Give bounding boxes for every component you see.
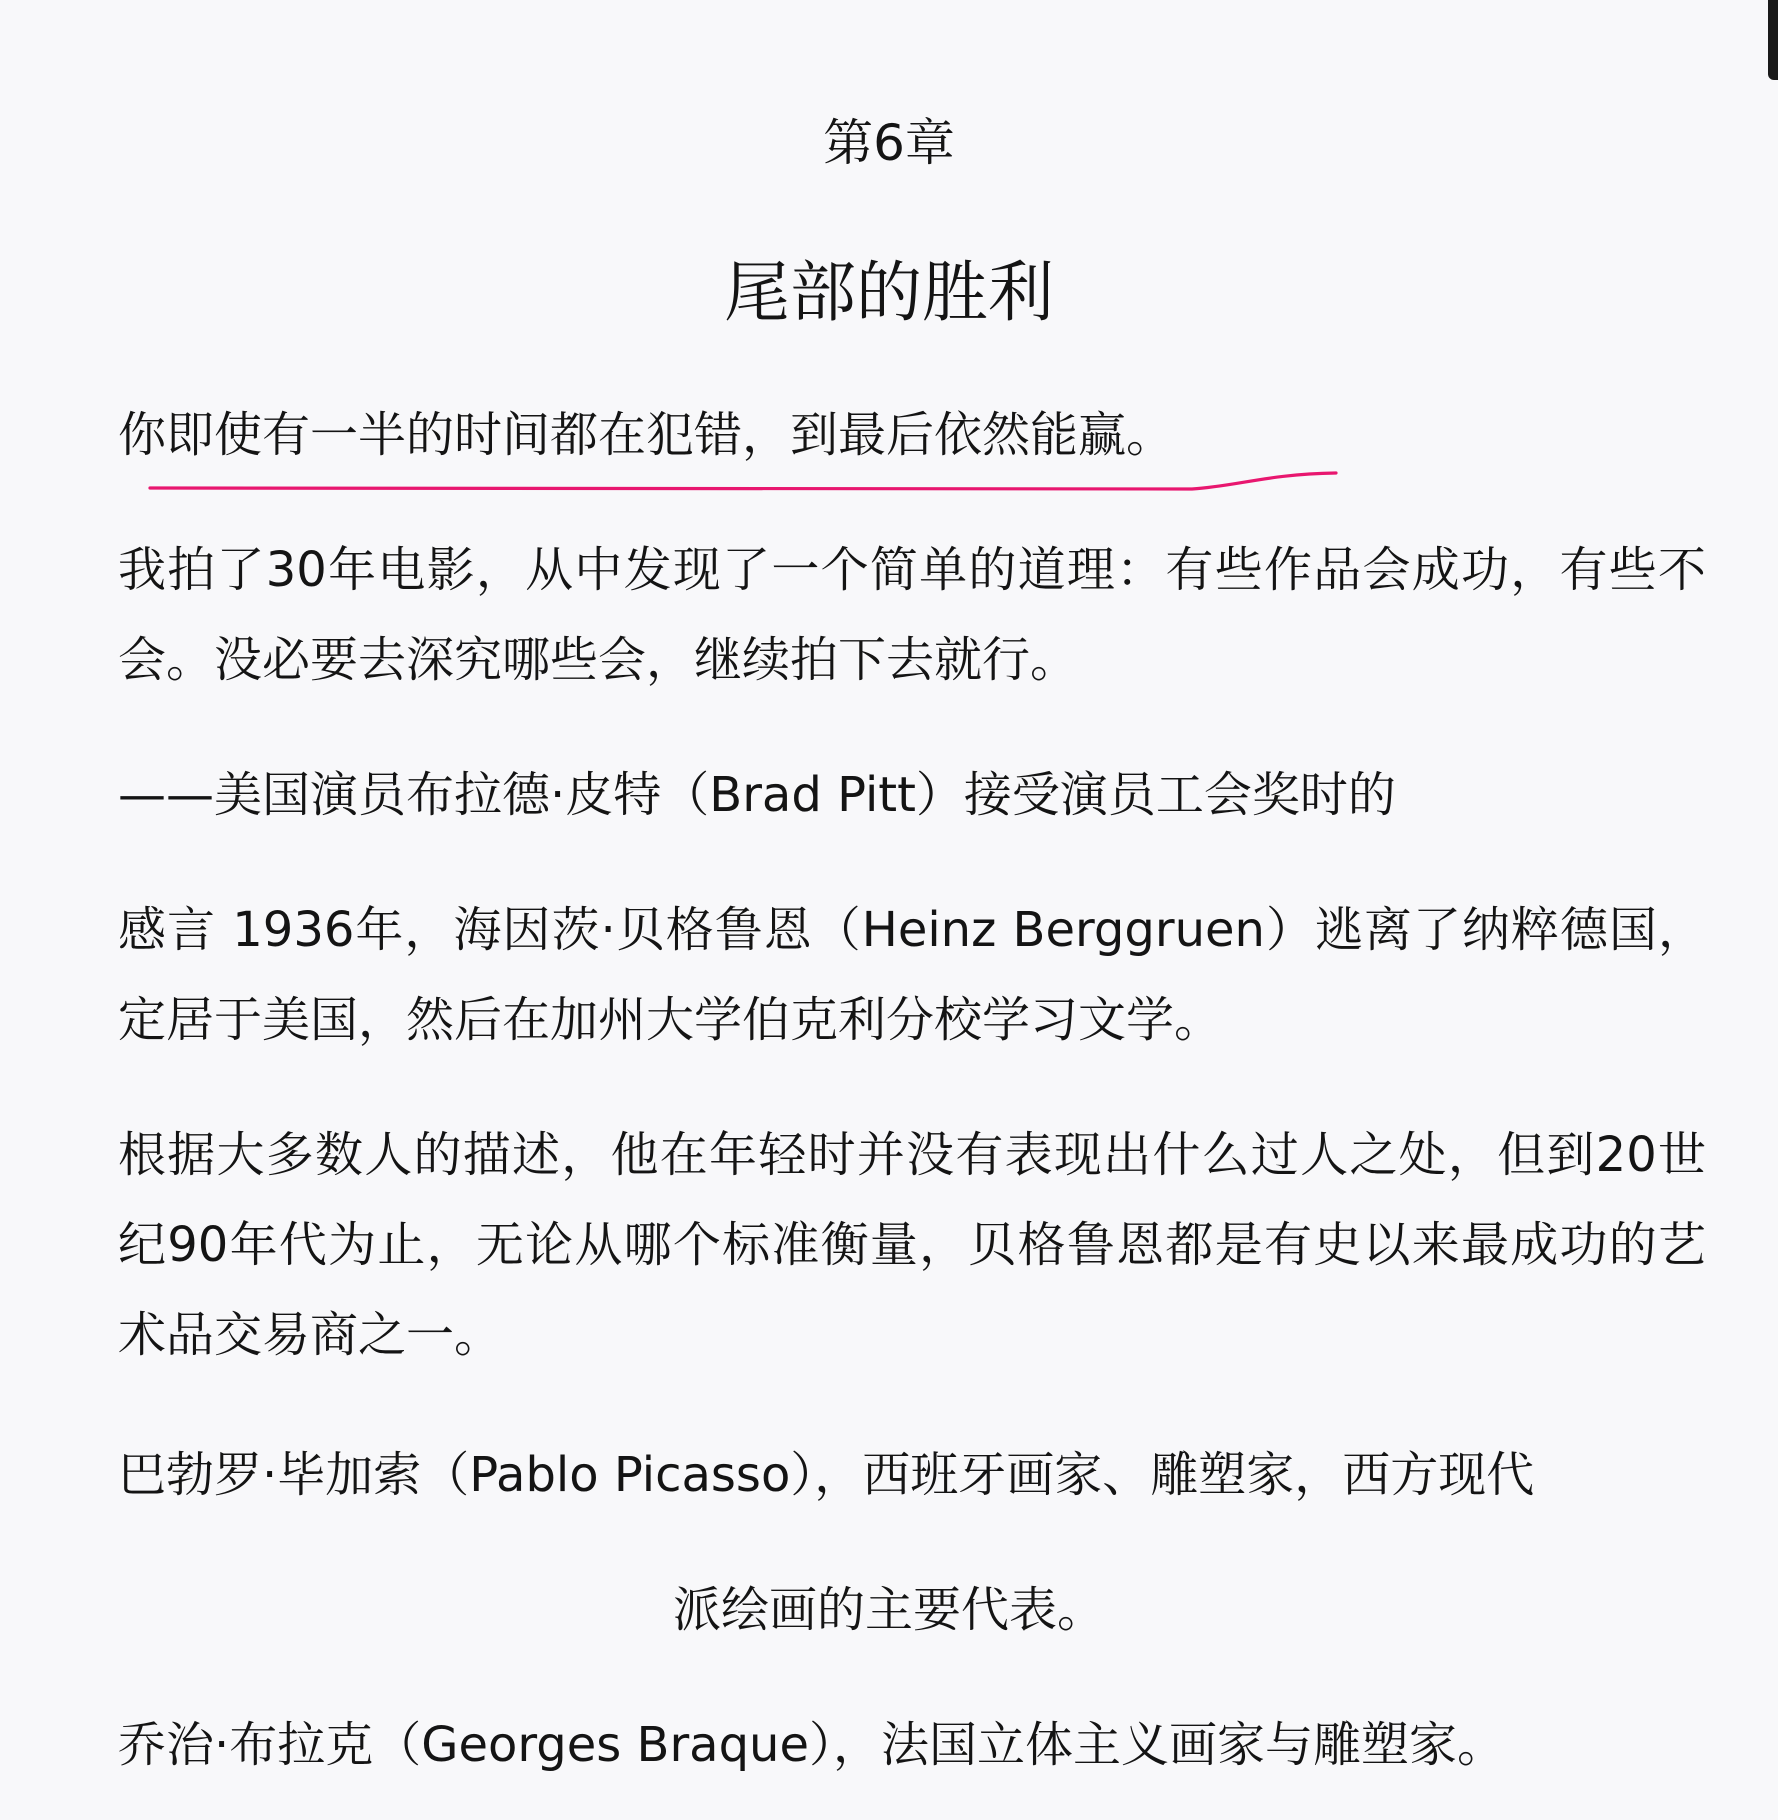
chapter-label: 第6章 xyxy=(823,114,955,172)
paragraph-berggruen-success: 根据大多数人的描述，他在年轻时并没有表现出什么过人之处，但到20世纪90年代为止，无论从哪个标准衡量，贝格鲁恩都是有史以来最成功的艺术品交易商之一。 xyxy=(118,1127,1706,1363)
quote-attribution: ——美国演员布拉德·皮特（Brad Pitt）接受演员工会奖时的 xyxy=(118,767,1396,823)
footnote-braque: 乔治·布拉克（Georges Braque），法国立体主义画家与雕塑家。 xyxy=(118,1717,1506,1773)
footnote-picasso: 巴勃罗·毕加索（Pablo Picasso），西班牙画家、雕塑家，西方现代 xyxy=(118,1447,1535,1503)
paragraph-filmmaking-quote: 我拍了30年电影，从中发现了一个简单的道理：有些作品会成功，有些不会。没必要去深究哪些会，继续拍下去就行。 xyxy=(118,542,1706,688)
paragraph-berggruen-intro: 感言 1936年，海因茨·贝格鲁恩（Heinz Berggruen）逃离了纳粹德国，定居于美国，然后在加州大学伯克利分校学习文学。 xyxy=(118,902,1706,1048)
footnote-picasso-continued: 派绘画的主要代表。 xyxy=(672,1582,1105,1638)
chapter-title: 尾部的胜利 xyxy=(724,254,1054,331)
highlighted-quote[interactable]: 你即使有一半的时间都在犯错，到最后依然能赢。 xyxy=(118,407,1175,463)
scrollbar-edge[interactable] xyxy=(1768,0,1778,80)
